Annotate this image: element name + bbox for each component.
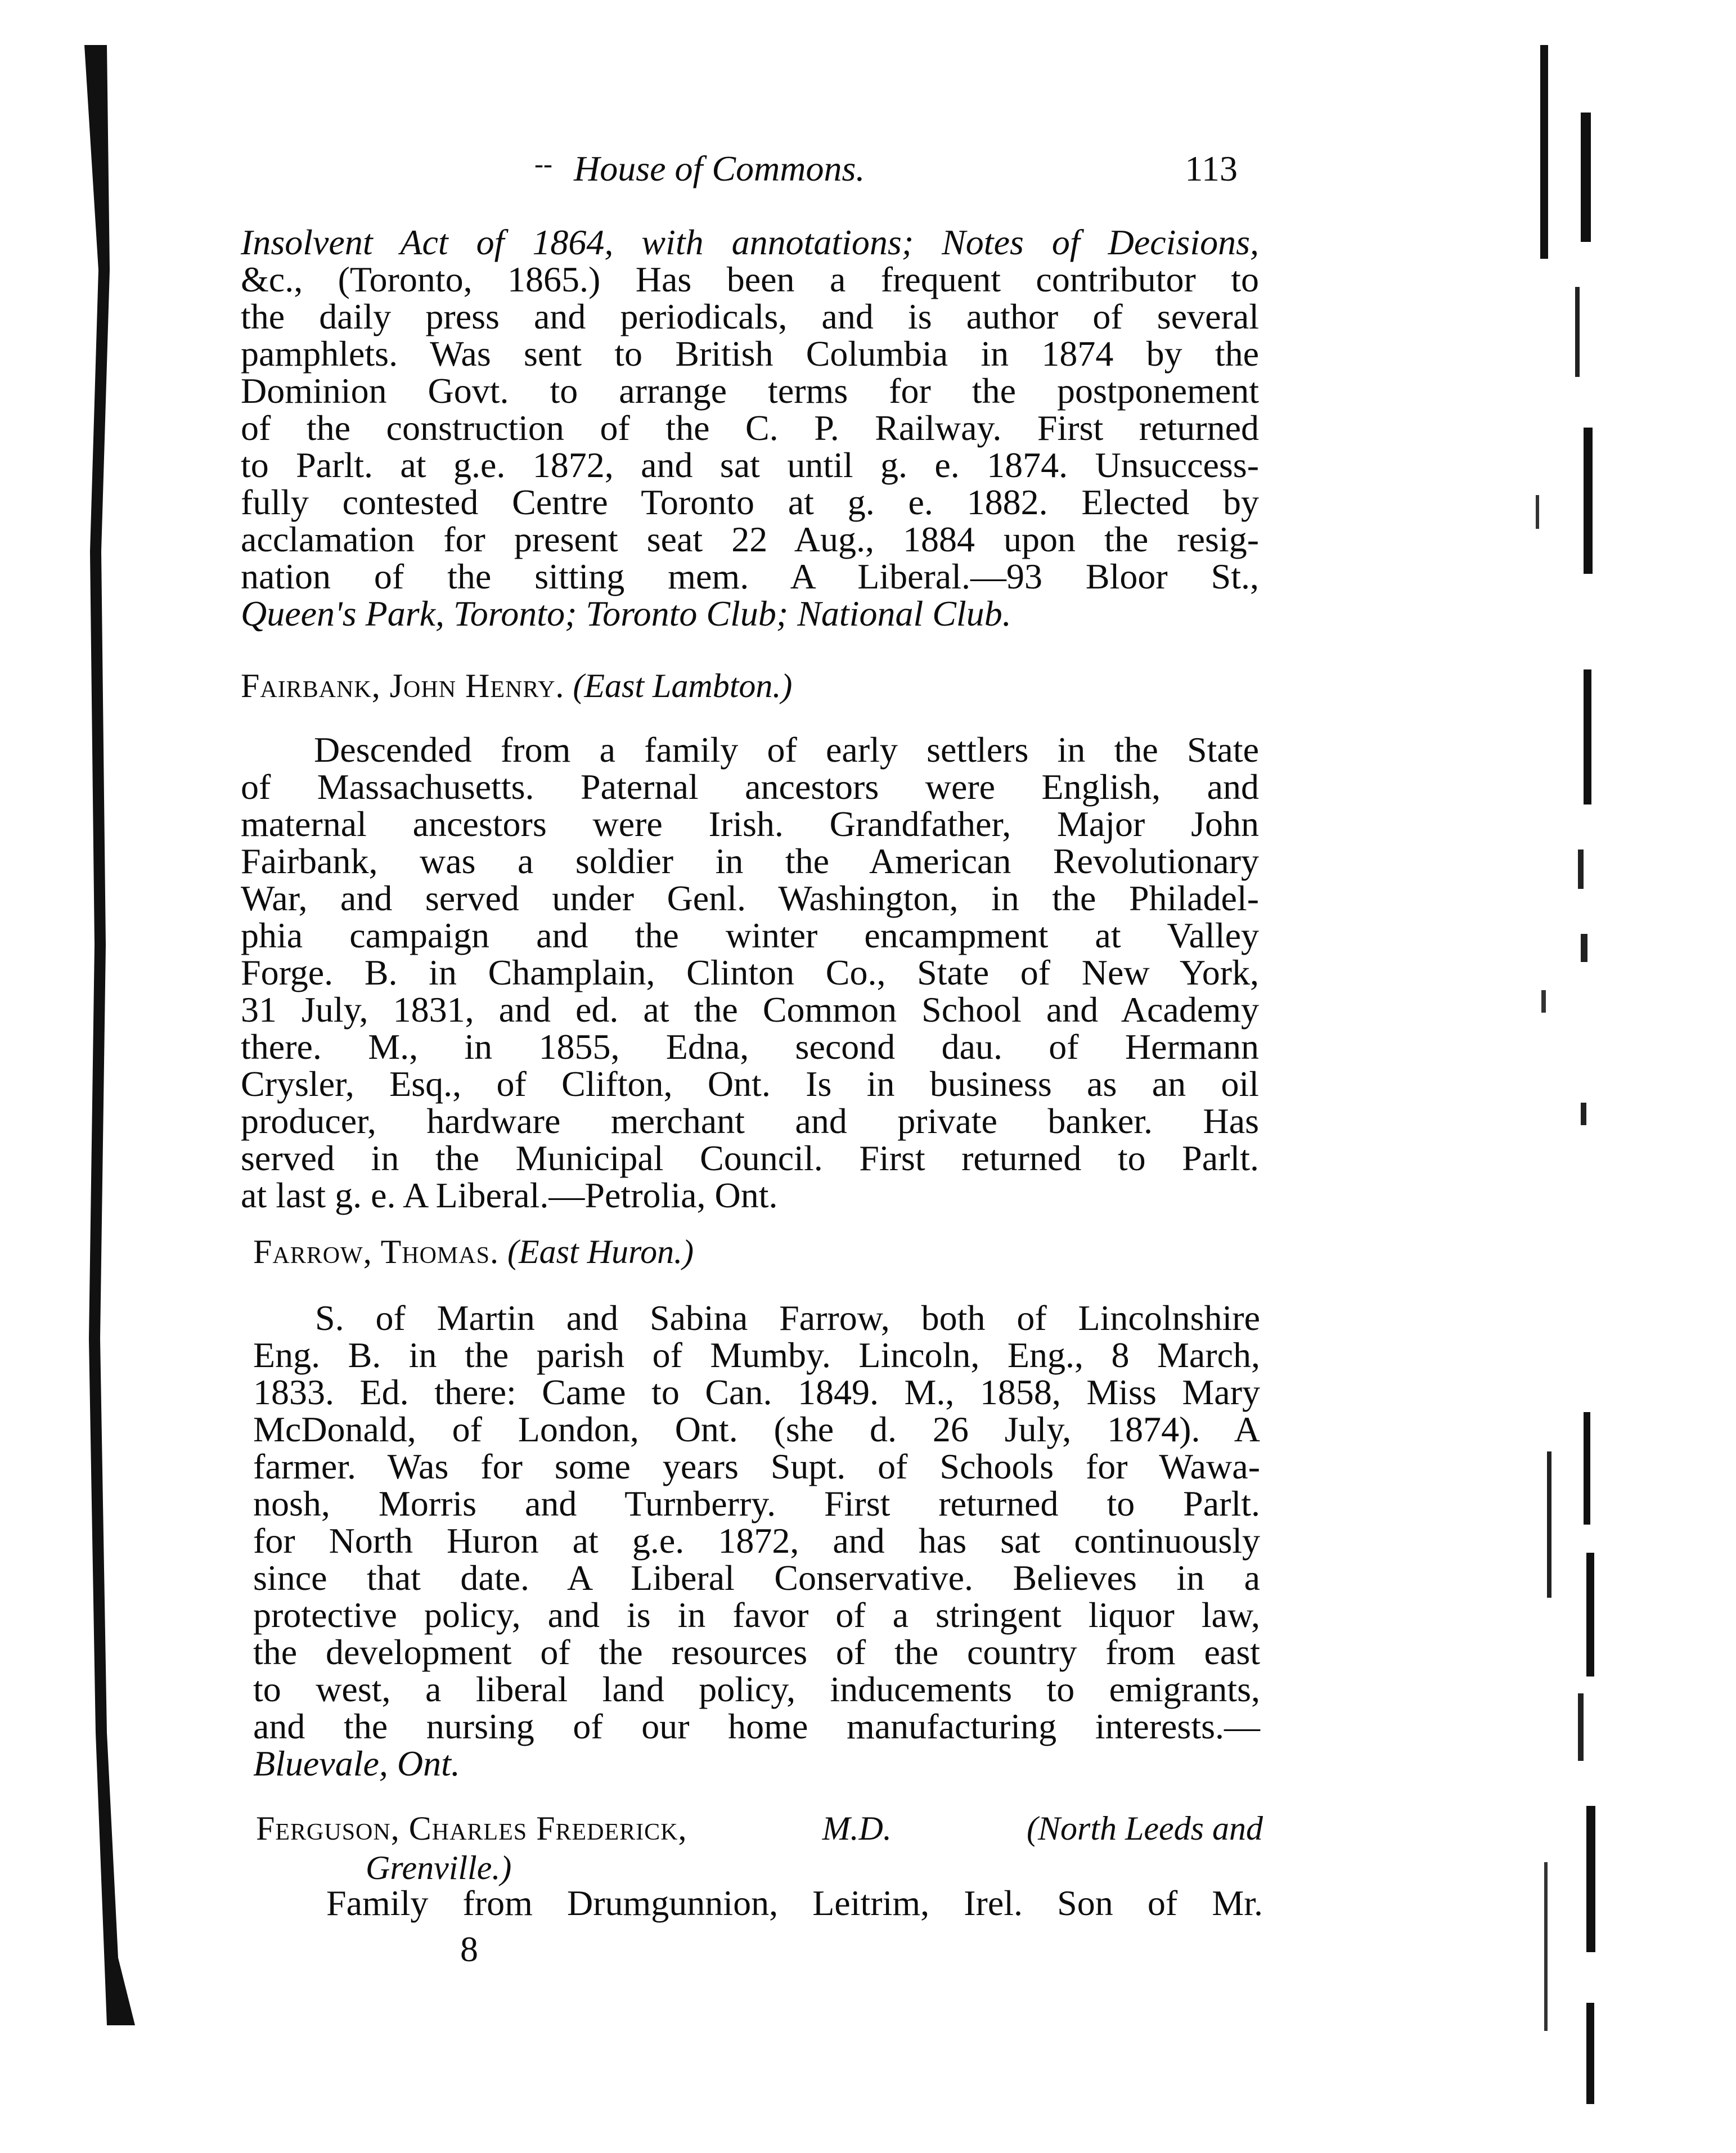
text-line: 1833. Ed. there: Came to Can. 1849. M., 1858, Miss Mary bbox=[253, 1372, 1260, 1412]
text-line: phia campaign and the winter encampment at Valley bbox=[241, 915, 1259, 955]
entry-heading bbox=[253, 1232, 1271, 1271]
constituency: (East Lambton.) bbox=[573, 667, 793, 704]
member-title: M.D. bbox=[822, 1810, 892, 1847]
text-line: S. of Martin and Sabina Farrow, both of Lincolnshire bbox=[315, 1298, 1260, 1338]
entry-fairbank-body bbox=[241, 731, 1259, 1214]
text-line: there. M., in 1855, Edna, second dau. of Hermann bbox=[241, 1027, 1259, 1067]
text-line: McDonald, of London, Ont. (she d. 26 July, 1874). A bbox=[253, 1409, 1260, 1449]
text-line: War, and served under Genl. Washington, in the Philadel- bbox=[241, 878, 1259, 918]
entry-ferguson bbox=[256, 1809, 1263, 1887]
text-line: pamphlets. Was sent to British Columbia in 1874 by the bbox=[241, 334, 1259, 374]
member-name: Farrow, Thomas. bbox=[253, 1233, 499, 1270]
text-line: the daily press and periodicals, and is author of several bbox=[241, 296, 1259, 336]
text-line: the development of the resources of the country from east bbox=[253, 1632, 1260, 1672]
text-line: at last g. e. A Liberal.—Petrolia, Ont. bbox=[241, 1175, 778, 1215]
entry-ferguson-body bbox=[256, 1885, 1263, 1922]
text-line: &c., (Toronto, 1865.) Has been a frequent contributor to bbox=[241, 259, 1259, 299]
text-line: protective policy, and is in favor of a stringent liquor law, bbox=[253, 1595, 1260, 1635]
text-line: of the construction of the C. P. Railway. First returned bbox=[241, 408, 1259, 448]
text-line: nation of the sitting mem. A Liberal.—93 Bloor St., bbox=[241, 556, 1259, 596]
text-line: Insolvent Act of 1864, with annotations; Notes of Decisions, bbox=[241, 222, 1259, 262]
constituency: (East Huron.) bbox=[507, 1233, 694, 1270]
text-line: Fairbank, was a soldier in the American Revolutionary bbox=[241, 841, 1259, 881]
text-line: since that date. A Liberal Conservative. Believes in a bbox=[253, 1558, 1260, 1598]
binding-edge-shadow bbox=[84, 45, 135, 2025]
text-line: fully contested Centre Toronto at g. e. 1882. Elected by bbox=[241, 482, 1259, 522]
running-title: House of Commons. bbox=[574, 149, 865, 188]
text-line: Queen's Park, Toronto; Toronto Club; National Club. bbox=[241, 594, 1011, 633]
text-line: nosh, Morris and Turnberry. First returned to Parlt. bbox=[253, 1484, 1260, 1523]
text-line: Eng. B. in the parish of Mumby. Lincoln, Eng., 8 March, bbox=[253, 1335, 1260, 1375]
text-line: to Parlt. at g.e. 1872, and sat until g. e. 1874. Unsuccess- bbox=[241, 445, 1259, 485]
text-line: acclamation for present seat 22 Aug., 1884 upon the resig- bbox=[241, 519, 1259, 559]
text-line: farmer. Was for some years Supt. of Schools for Wawa- bbox=[253, 1446, 1260, 1486]
signature-mark: 8 bbox=[460, 1929, 478, 1969]
text-line: Family from Drumgunnion, Leitrim, Irel. Son of Mr. bbox=[326, 1883, 1263, 1923]
text-line: producer, hardware merchant and private banker. Has bbox=[241, 1101, 1259, 1141]
entry-heading bbox=[241, 666, 1259, 705]
member-name: Fairbank, John Henry. bbox=[241, 667, 565, 704]
text-line: 31 July, 1831, and ed. at the Common School and Academy bbox=[241, 990, 1259, 1030]
text-line: maternal ancestors were Irish. Grandfather, Major John bbox=[241, 804, 1259, 844]
continuation-paragraph bbox=[241, 224, 1259, 632]
page-edge-noise bbox=[1524, 34, 1693, 2138]
text-line: of Massachusetts. Paternal ancestors were English, and bbox=[241, 767, 1259, 807]
text-line: served in the Municipal Council. First returned to Parlt. bbox=[241, 1138, 1259, 1178]
entry-heading bbox=[256, 1809, 1263, 1848]
member-name: Ferguson, Charles Frederick, bbox=[256, 1810, 687, 1847]
page-number: 113 bbox=[1185, 149, 1238, 188]
text-line: Dominion Govt. to arrange terms for the postponement bbox=[241, 371, 1259, 411]
constituency: (North Leeds and bbox=[1027, 1810, 1263, 1847]
text-line: to west, a liberal land policy, inducements to emigrants, bbox=[253, 1669, 1260, 1709]
text-line: Forge. B. in Champlain, Clinton Co., State of New York, bbox=[241, 952, 1259, 992]
text-line: and the nursing of our home manufacturing interests.— bbox=[253, 1706, 1260, 1746]
running-header bbox=[534, 143, 1238, 194]
header-dash: -- bbox=[534, 149, 552, 179]
constituency-continued: Grenville.) bbox=[366, 1849, 512, 1886]
text-line: for North Huron at g.e. 1872, and has sat continuously bbox=[253, 1521, 1260, 1561]
entry-fairbank bbox=[241, 666, 1259, 705]
text-line: Bluevale, Ont. bbox=[253, 1743, 460, 1783]
entry-farrow-body bbox=[253, 1300, 1260, 1782]
entry-farrow bbox=[253, 1232, 1271, 1271]
text-line: Crysler, Esq., of Clifton, Ont. Is in business as an oil bbox=[241, 1064, 1259, 1104]
text-line: Descended from a family of early settlers in the State bbox=[314, 730, 1259, 770]
